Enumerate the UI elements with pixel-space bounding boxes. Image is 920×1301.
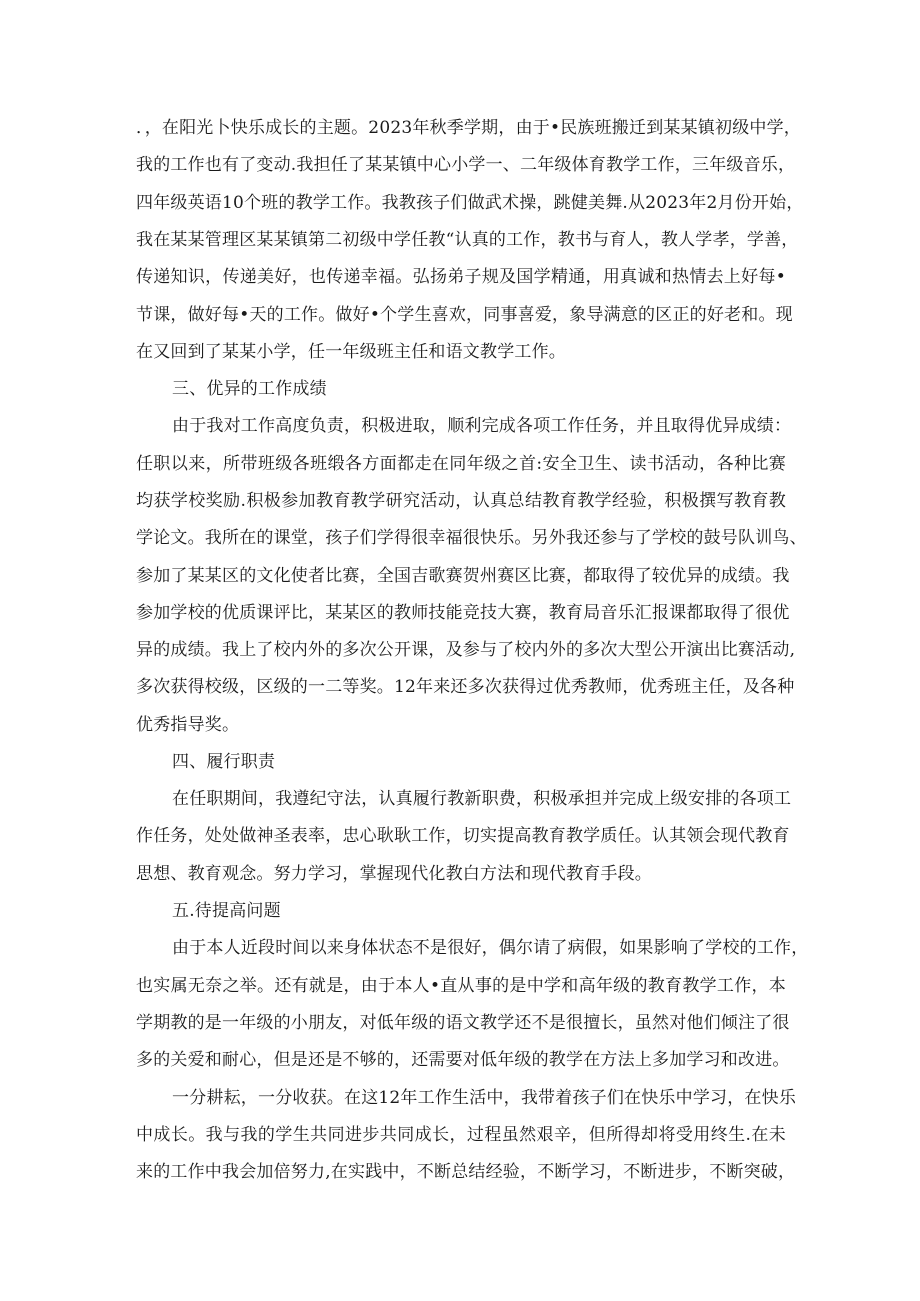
paragraph-line: ．，在阳光卜快乐成长的主题。2023年秋季学期，由于•民族班搬迁到某某镇初级中学， <box>136 118 801 138</box>
paragraph-line: 学论文。我所在的课堂，孩子们学得很幸福很快乐。另外我还参与了学校的鼓号队训鸟、 <box>136 528 807 548</box>
paragraph-line: 在任职期间，我遵纪守法，认真履行教新职费，积极承担并完成上级安排的各项工 <box>172 789 792 809</box>
paragraph-line: 在又回到了某某小学，任一年级班主任和语文教学工作。 <box>136 342 566 362</box>
paragraph-line: 学期教的是一年级的小朋友，对低年级的语文教学还不是很擅长，虽然对他们倾注了很 <box>136 1013 790 1033</box>
paragraph-line: 由于我对工作高度负责，积极进取，顺利完成各项工作任务，并且取得优异成绩： <box>172 416 792 436</box>
paragraph-line: 思想、教育观念。努力学习，掌握现代化教白方法和现代教育手段。 <box>136 864 652 884</box>
paragraph-line: 我的工作也有了变动.我担任了某某镇中心小学一、二年级体育教学工作，三年级音乐， <box>136 155 796 175</box>
paragraph-line: 任职以来，所带班级各班缎各方面都走在同年级之首:安全卫生、读书活动，各种比赛 <box>136 454 786 474</box>
paragraph-line: 四年级英语10个班的教学工作。我教孩子们做武术操，跳健美舞.从2023年2月份开始， <box>136 193 804 213</box>
paragraph-line: 多次获得校级，区级的一二等奖。12年来还多次获得过优秀教师，优秀班主任，及各种 <box>136 677 795 697</box>
paragraph-line: 参加了某某区的文化使者比赛，全国吉歌赛贺州赛区比赛，都取得了较优异的成绩。我 <box>136 566 790 586</box>
section-heading: 三、优异的工作成绩 <box>172 379 327 399</box>
paragraph-line: 作任务，处处做神圣表率，忠心耿耿工作，切实提高教育教学质任。认其领会现代教育 <box>136 826 790 846</box>
paragraph-line: 一分耕耘，一分收获。在这12年工作生活中，我带着孩子们在快乐中学习，在快乐 <box>172 1088 797 1108</box>
section-heading: 五.待提高问题 <box>172 901 281 921</box>
paragraph-line: 中成长。我与我的学生共同进步共同成长，过程虽然艰辛，但所得却将受用终生.在未 <box>136 1125 786 1145</box>
paragraph-line: 由于本人近段时间以来身体状态不是很好，偶尔请了病假，如果影响了学校的工作， <box>172 938 809 958</box>
paragraph-line: 优秀指导奖。 <box>136 715 240 735</box>
section-heading: 四、履行职责 <box>172 752 276 772</box>
paragraph-line: 我在某某管理区某某镇第二初级中学任教“认真的工作，教书与育人，教人学孝，学善， <box>136 230 799 250</box>
paragraph-line: 参加学校的优质课评比，某某区的教师技能竞技大赛，教育局音乐汇报课都取得了很优 <box>136 603 790 623</box>
paragraph-line: 均获学校奖励.积极参加教育教学研究活动，认真总结教育教学经验，积极撰写教育教 <box>136 491 786 511</box>
paragraph-line: 也实属无奈之举。还有就是，由于本人•直从事的是中学和高年级的教育教学工作，本 <box>136 976 786 996</box>
paragraph-line: 多的关爱和耐心，但是还是不够的，还需要对低年级的教学在方法上多加学习和改进。 <box>136 1050 790 1070</box>
paragraph-line: 来的工作中我会加倍努力,在实践中，不断总结经验，不断学习，不断进步，不断突破， <box>136 1162 796 1182</box>
paragraph-line: 节课，做好每•天的工作。做好•个学生喜欢，同事喜爱，象导满意的区正的好老和。现 <box>136 305 793 325</box>
paragraph-line: 传递知识，传递美好，也传递幸福。弘扬弟子规及国学精通，用真诚和热情去上好每• <box>136 267 786 287</box>
paragraph-line: 异的成绩。我上了校内外的多次公开课，及参与了校内外的多次大型公开演出比赛活动, <box>136 640 796 660</box>
